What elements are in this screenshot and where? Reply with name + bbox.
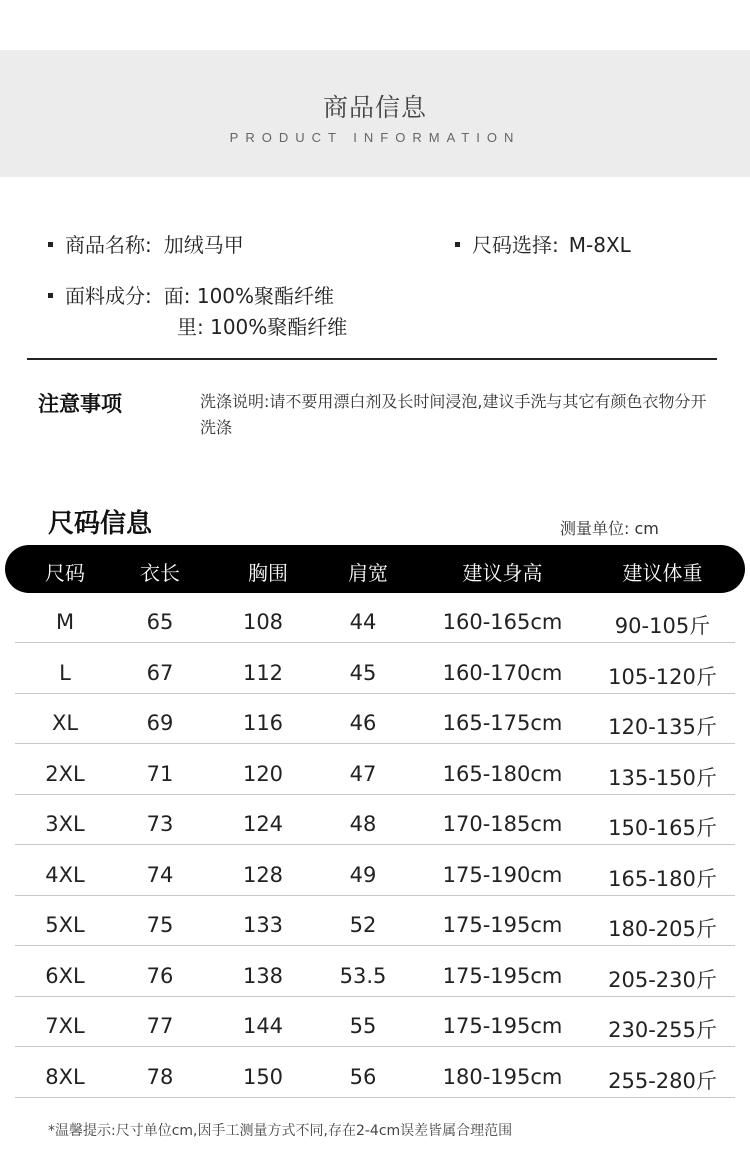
table-row (15, 850, 735, 900)
table-cell: 124 (242, 812, 284, 836)
table-row (15, 749, 735, 799)
table-row (15, 900, 735, 950)
table-cell: 52 (349, 913, 377, 937)
fabric-label: 面料成分: (65, 284, 152, 308)
row-divider (15, 844, 735, 845)
table-cell: 67 (146, 660, 174, 685)
table-cell: 165-180斤 (608, 866, 717, 891)
row-divider (15, 743, 735, 744)
table-cell: 48 (349, 812, 377, 836)
bullet-icon (48, 242, 53, 247)
table-cell: 90-105斤 (614, 614, 711, 638)
size-range-line (455, 229, 631, 258)
row-divider (15, 945, 735, 946)
table-cell: 3XL (45, 812, 85, 836)
column-header: 胸围 (248, 561, 288, 585)
table-cell: 105-120斤 (608, 664, 717, 689)
size-table-title: 尺码信息 (48, 509, 153, 539)
table-cell: 6XL (45, 963, 85, 988)
row-divider (15, 693, 735, 694)
table-cell: 74 (146, 862, 174, 887)
table-cell: 180-195cm (442, 1064, 563, 1089)
table-row (15, 951, 735, 1001)
row-divider (15, 895, 735, 896)
table-cell: L (59, 660, 71, 685)
row-divider (15, 794, 735, 795)
table-cell: 255-280斤 (608, 1068, 717, 1093)
table-cell: 77 (146, 1014, 174, 1038)
table-cell: 47 (349, 761, 377, 786)
table-cell: 65 (146, 610, 174, 634)
table-cell: 2XL (45, 761, 85, 786)
table-cell: 175-195cm (442, 913, 563, 937)
table-row (15, 698, 735, 748)
table-cell: 175-195cm (442, 963, 563, 988)
column-header: 肩宽 (348, 561, 388, 585)
table-cell: 180-205斤 (608, 917, 717, 941)
table-cell: 230-255斤 (608, 1018, 717, 1042)
row-divider (15, 642, 735, 643)
table-row (15, 648, 735, 698)
fabric-outer: 面: 100%聚酯纤维 (163, 284, 335, 308)
table-cell: 112 (242, 660, 284, 685)
table-cell: 165-180cm (442, 761, 563, 786)
notice-text: 洗涤说明:请不要用漂白剂及长时间浸泡,建议手洗与其它有颜色衣物分开洗涤 (200, 392, 707, 437)
table-cell: 46 (349, 711, 377, 735)
table-cell: M (55, 610, 75, 634)
table-cell: 78 (146, 1064, 174, 1089)
row-divider (15, 996, 735, 997)
table-row (15, 1052, 735, 1102)
table-cell: 8XL (45, 1064, 85, 1089)
unit-note: 测量单位: cm (560, 519, 659, 538)
table-cell: 7XL (45, 1014, 85, 1038)
bullet-icon (455, 242, 460, 247)
bullet-icon (48, 293, 53, 298)
table-cell: 138 (242, 963, 284, 988)
table-cell: 53.5 (339, 963, 387, 988)
column-header: 尺码 (45, 561, 85, 585)
table-cell: 108 (242, 610, 284, 634)
table-cell: 5XL (45, 913, 85, 937)
table-cell: 49 (349, 862, 377, 887)
table-cell: 69 (146, 711, 174, 735)
divider (27, 358, 717, 360)
table-row (15, 1001, 735, 1051)
column-header: 建议体重 (622, 561, 703, 585)
table-cell: 4XL (45, 862, 85, 887)
table-cell: 73 (146, 812, 174, 836)
product-name-label: 商品名称: (65, 233, 152, 257)
table-cell: 160-165cm (442, 610, 563, 634)
column-header: 衣长 (140, 561, 180, 585)
table-cell: 116 (242, 711, 284, 735)
fabric-inner: 里: 100%聚酯纤维 (177, 315, 348, 339)
size-range-label: 尺码选择: (472, 233, 559, 257)
section-title: 商品信息 (322, 93, 427, 122)
table-row (15, 597, 735, 647)
table-cell: XL (51, 711, 79, 735)
table-cell: 150-165斤 (608, 816, 717, 840)
table-cell: 144 (242, 1014, 284, 1038)
table-cell: 56 (349, 1064, 377, 1089)
footnote: *温馨提示:尺寸单位cm,因手工测量方式不同,存在2-4cm误差皆属合理范围 (48, 1123, 513, 1139)
table-cell: 175-190cm (442, 862, 563, 887)
table-cell: 175-195cm (442, 1014, 563, 1038)
table-cell: 128 (242, 862, 284, 887)
table-cell: 120-135斤 (608, 715, 717, 739)
table-cell: 165-175cm (442, 711, 563, 735)
table-cell: 76 (146, 963, 174, 988)
table-cell: 55 (349, 1014, 377, 1038)
table-cell: 75 (146, 913, 174, 937)
column-header: 建议身高 (462, 561, 543, 585)
section-subtitle: PRODUCT INFORMATION (229, 130, 521, 145)
table-cell: 160-170cm (442, 660, 563, 685)
table-cell: 133 (242, 913, 284, 937)
table-cell: 135-150斤 (608, 765, 717, 790)
notice-title: 注意事项 (38, 392, 122, 416)
table-row (15, 799, 735, 849)
table-cell: 170-185cm (442, 812, 563, 836)
fabric-line (48, 280, 334, 309)
table-header (5, 545, 745, 593)
size-range-value: M-8XL (568, 233, 631, 257)
table-cell: 45 (349, 660, 377, 685)
row-divider (15, 1046, 735, 1047)
row-divider (15, 1097, 735, 1098)
product-name-value: 加绒马甲 (163, 233, 244, 257)
header-band (0, 50, 750, 177)
table-cell: 44 (349, 610, 377, 634)
product-name-line (48, 229, 244, 258)
table-cell: 205-230斤 (608, 967, 717, 992)
table-cell: 71 (146, 761, 174, 786)
table-cell: 150 (242, 1064, 284, 1089)
table-cell: 120 (242, 761, 284, 786)
